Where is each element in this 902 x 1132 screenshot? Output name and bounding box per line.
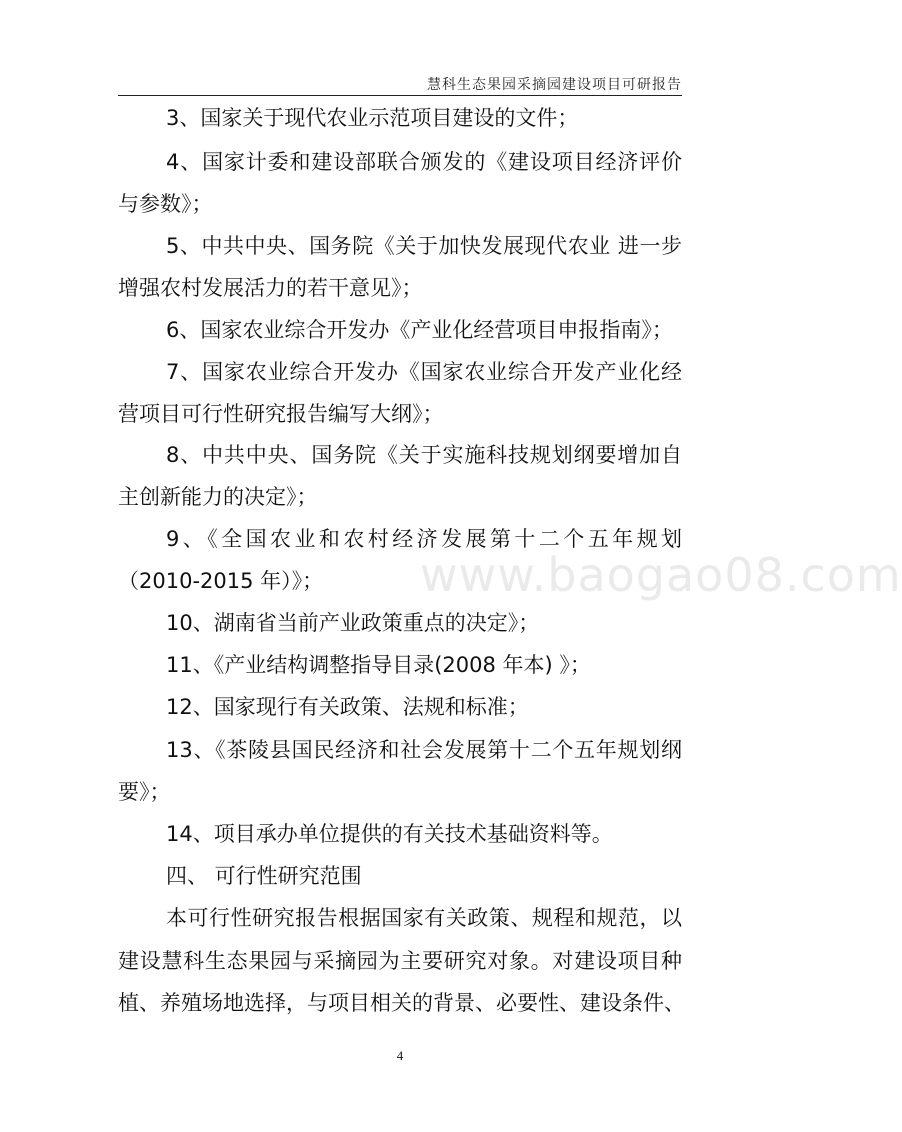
list-item-continuation: （2010-2015 年）》；: [118, 569, 324, 593]
section-heading: 四、 可行性研究范围: [166, 864, 362, 888]
page-number: 4: [396, 1048, 404, 1063]
list-item-continuation: 要》；: [118, 780, 171, 804]
list-item: 10、湖南省当前产业政策重点的决定》；: [166, 611, 540, 635]
list-item: 3、国家关于现代农业示范项目建设的文件；: [166, 106, 579, 130]
list-item: 14、项目承办单位提供的有关技术基础资料等。: [166, 822, 613, 846]
paragraph-line: 本可行性研究报告根据国家有关政策、规程和规范，以: [166, 906, 682, 930]
list-item-continuation: 增强农村发展活力的若干意见》；: [118, 276, 423, 300]
list-item: 6、国家农业综合开发办《产业化经营项目申报指南》；: [166, 318, 673, 342]
paragraph-line: 植、养殖场地选择，与项目相关的背景、必要性、建设条件、: [118, 991, 685, 1015]
list-item: 9、《全国农业和农村经济发展第十二个五年规划: [166, 527, 682, 551]
list-item: 11、《产业结构调整指导目录(2008 年本) 》；: [166, 653, 591, 677]
list-item: 13、《茶陵县国民经济和社会发展第十二个五年规划纲: [166, 738, 682, 762]
list-item: 5、中共中央、国务院《关于加快发展现代农业 进一步: [166, 234, 682, 258]
list-item-continuation: 营项目可行性研究报告编写大纲》；: [118, 402, 444, 426]
list-item: 12、国家现行有关政策、法规和标准；: [166, 695, 529, 719]
list-item: 8、中共中央、国务院《关于实施科技规划纲要增加自: [166, 443, 682, 467]
list-item: 4、国家计委和建设部联合颁发的《建设项目经济评价: [166, 150, 682, 174]
list-item-continuation: 与参数》；: [118, 192, 213, 216]
list-item: 7、国家农业综合开发办《国家农业综合开发产业化经: [166, 360, 682, 384]
watermark: www.baogao08.com: [420, 548, 902, 602]
list-item-continuation: 主创新能力的决定》；: [118, 485, 318, 509]
header-title: 慧科生态果园采摘园建设项目可研报告: [427, 77, 682, 93]
paragraph-line: 建设慧科生态果园与采摘园为主要研究对象。对建设项目种: [118, 949, 682, 973]
header-rule: [118, 95, 682, 96]
